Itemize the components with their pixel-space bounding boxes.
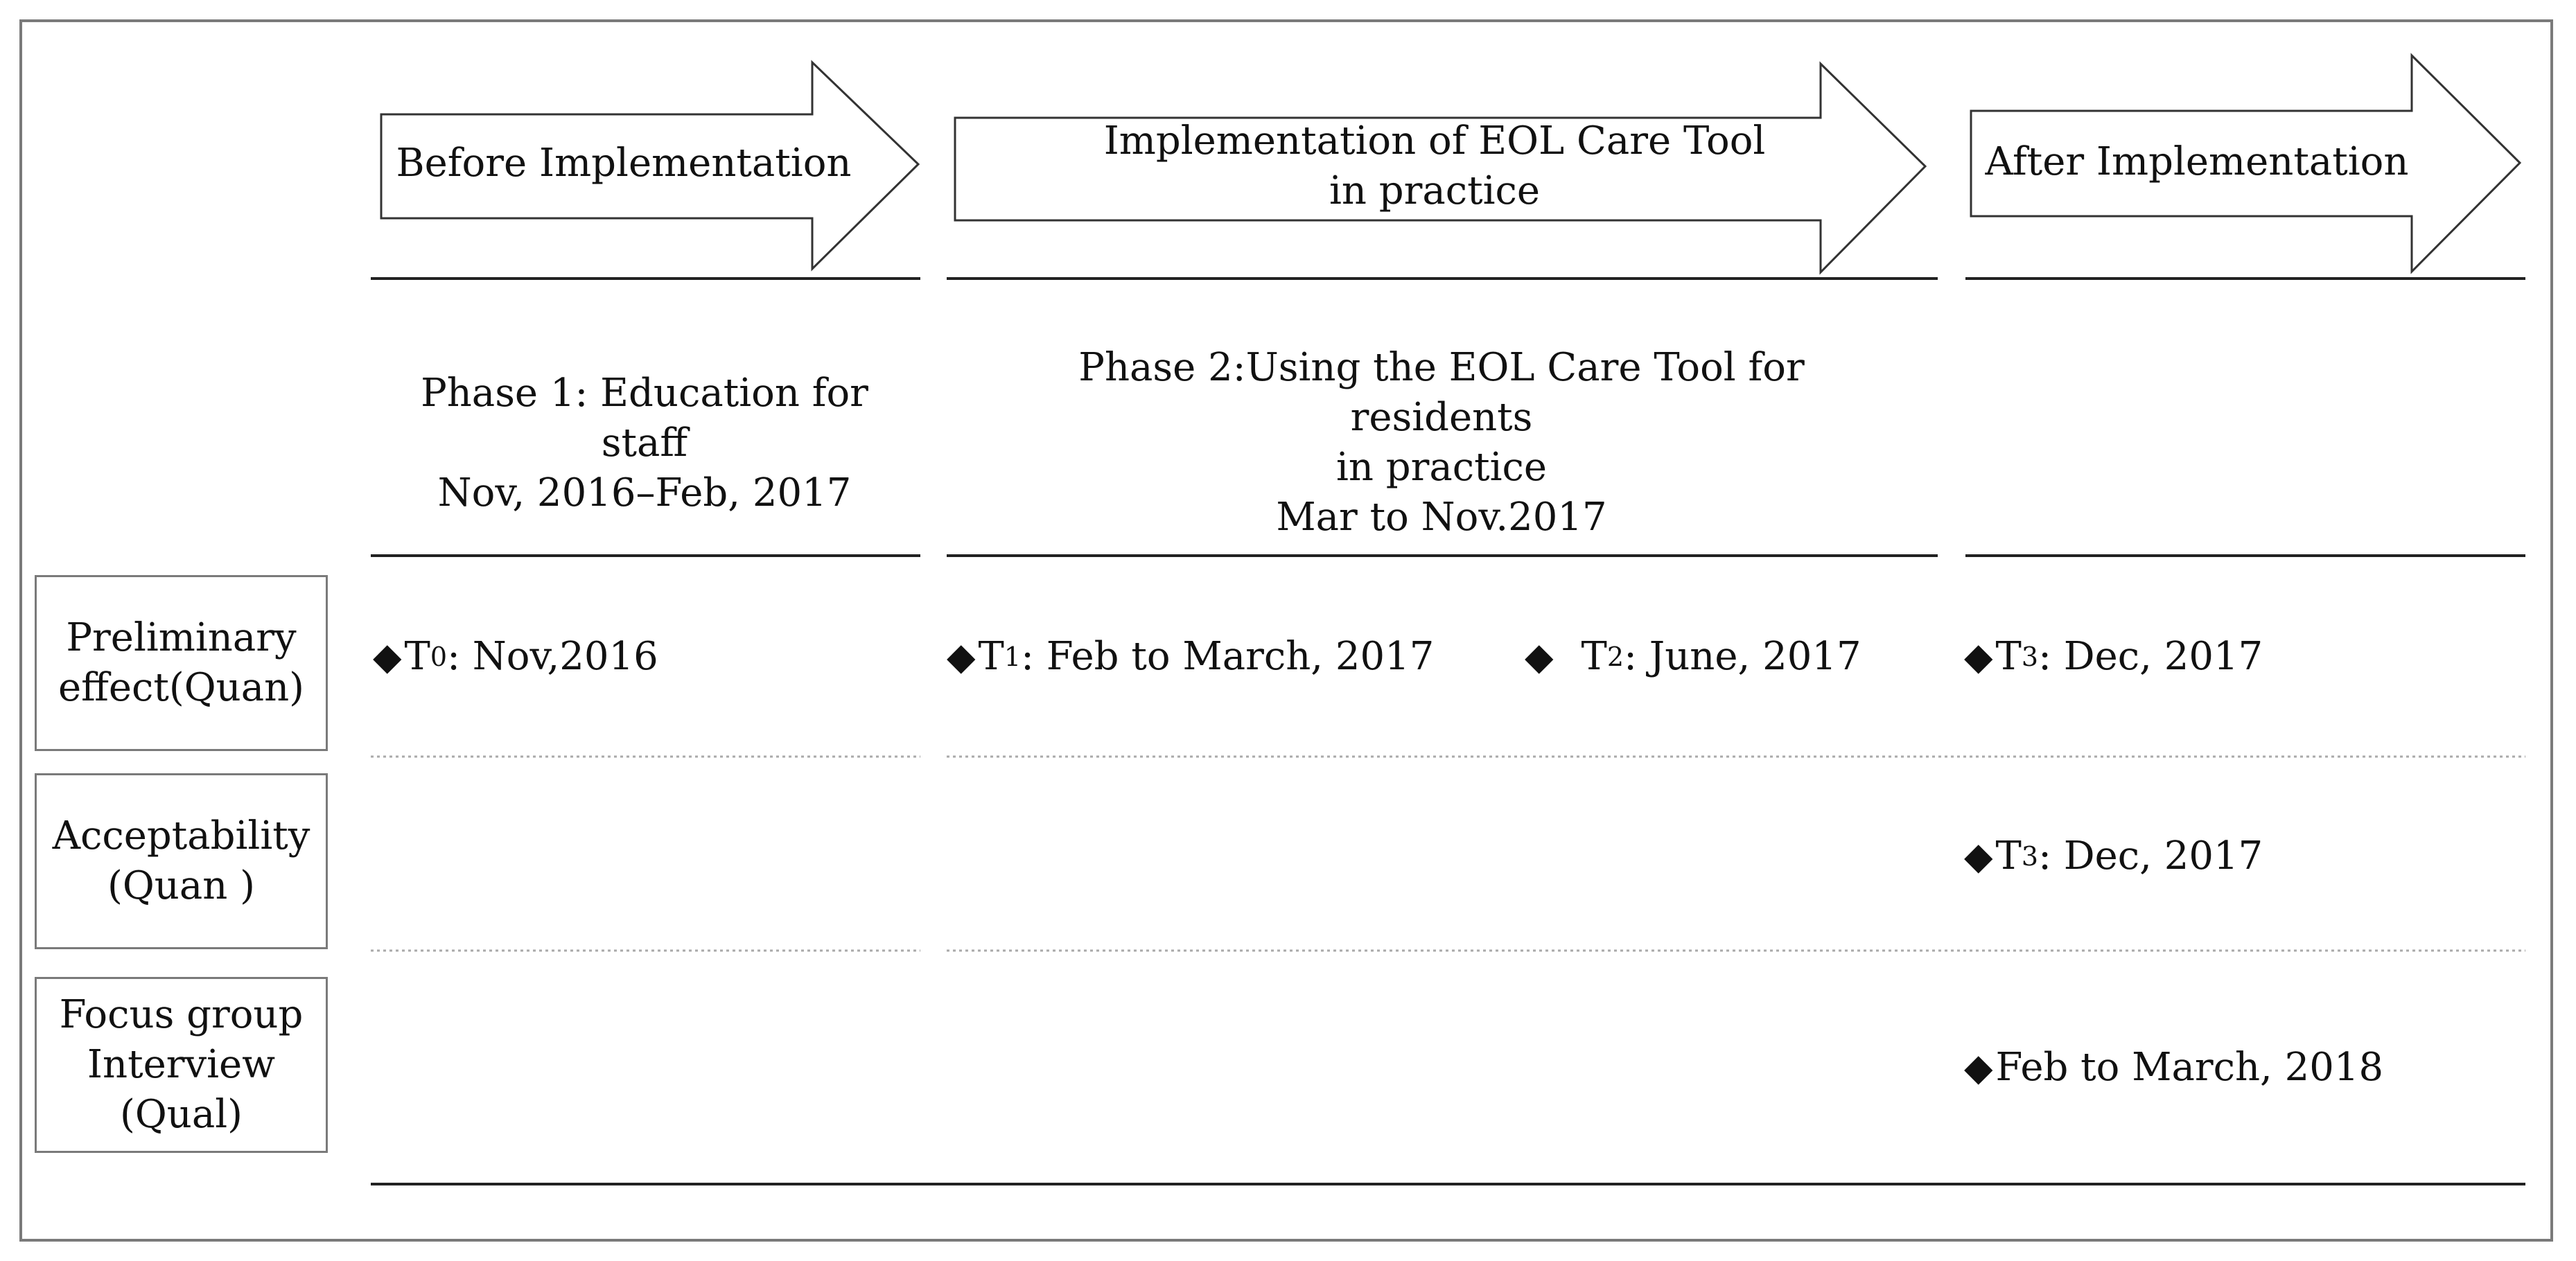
- arrow-label-after: After Implementation: [1985, 139, 2409, 184]
- diamond-marker-icon: ◆: [1964, 1046, 1993, 1089]
- timepoint-t3-acceptability: ◆ T 3 : Dec, 2017: [1964, 831, 2263, 881]
- phase-2-text: Phase 2:Using the EOL Care Tool for residents in practice Mar to Nov.2017: [1078, 345, 1805, 540]
- timepoint-focus-group: ◆ Feb to March, 2018: [1964, 1043, 2383, 1093]
- diamond-marker-icon: ◆: [1964, 834, 1993, 878]
- timepoint-t3-preliminary: ◆ T 3 : Dec, 2017: [1964, 632, 2263, 682]
- arrow-label-before: Before Implementation: [396, 141, 852, 186]
- row-label-preliminary-effect: Preliminary effect(Quan): [35, 575, 328, 751]
- diamond-marker-icon: ◆: [1964, 635, 1993, 678]
- row-label-focus-group: Focus group Interview (Qual): [35, 977, 328, 1153]
- timepoint-t2: ◆ T 2 : June, 2017: [1525, 632, 1861, 682]
- timepoint-t1: ◆ T 1 : Feb to March, 2017: [947, 632, 1434, 682]
- diamond-marker-icon: ◆: [1525, 635, 1554, 678]
- diamond-marker-icon: ◆: [947, 635, 976, 678]
- phase-1-text: Phase 1: Education for staff Nov, 2016–Feb, 2017: [421, 371, 868, 515]
- row-label-acceptability: Acceptability (Quan ): [35, 773, 328, 949]
- diamond-marker-icon: ◆: [373, 635, 402, 678]
- timepoint-t0: ◆ T 0 : Nov,2016: [373, 632, 658, 682]
- arrow-label-implementation: Implementation of EOL Care Tool in practice: [1103, 118, 1766, 213]
